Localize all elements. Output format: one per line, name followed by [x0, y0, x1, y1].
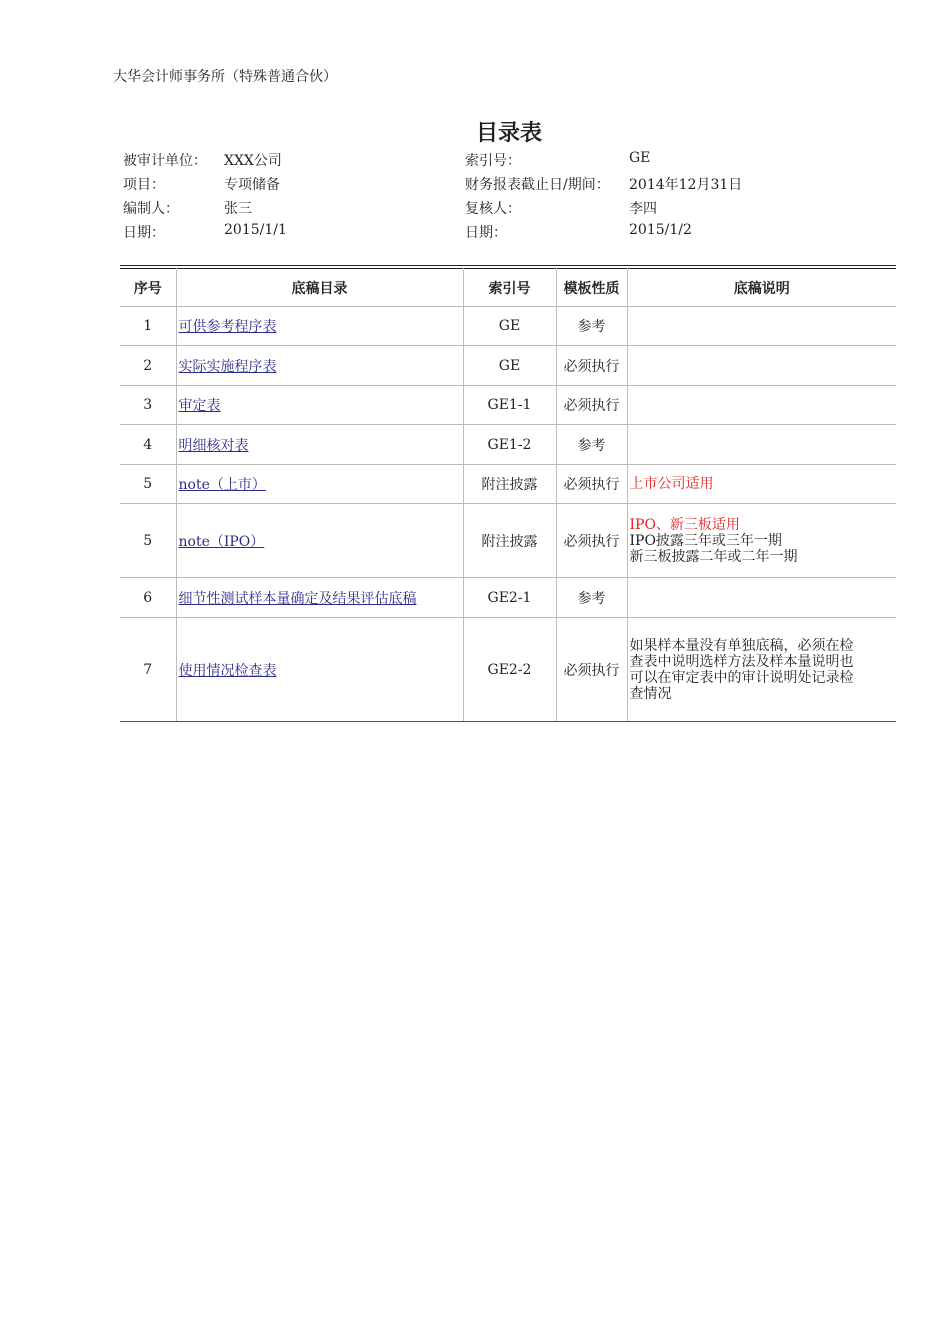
row-name-cell [176, 307, 463, 346]
row-number: 5 [120, 504, 176, 578]
date2-label: 日期： [465, 225, 507, 241]
catalog-table [120, 268, 896, 722]
note-line: 查表中说明选样方法及样本量说明也 [629, 653, 854, 670]
row-index: GE2-2 [463, 618, 556, 722]
workpaper-link[interactable]: 使用情况检查表 [178, 662, 277, 679]
period-value: 2014年12月31日 [629, 177, 743, 193]
index-value: GE [629, 150, 651, 166]
table-row [120, 346, 896, 386]
row-index: GE1-2 [463, 425, 556, 465]
row-name-cell [176, 346, 463, 386]
workpaper-link[interactable]: note（IPO） [178, 533, 265, 550]
row-number: 2 [120, 346, 176, 386]
table-row [120, 425, 896, 465]
project-label: 项目： [123, 177, 165, 193]
row-note [627, 386, 896, 425]
period-label: 财务报表截止日/期间： [465, 177, 610, 193]
row-name-cell [176, 618, 463, 722]
row-index: GE [463, 346, 556, 386]
workpaper-link[interactable]: 审定表 [178, 398, 221, 414]
row-note [627, 346, 896, 386]
project-value: 专项储备 [224, 177, 280, 193]
table-header-row [120, 269, 896, 307]
row-index: GE [463, 307, 556, 346]
row-number: 7 [120, 618, 176, 722]
row-nature: 参考 [556, 307, 627, 346]
row-number: 6 [120, 578, 176, 618]
page-title: 目录表 [475, 121, 542, 146]
workpaper-link[interactable]: 明细核对表 [178, 437, 249, 454]
table-row [120, 618, 896, 722]
row-nature: 参考 [556, 425, 627, 465]
row-name-cell [176, 465, 463, 504]
workpaper-link[interactable]: 细节性测试样本量确定及结果评估底稿 [178, 590, 417, 607]
preparer-label: 编制人： [123, 201, 179, 217]
table-row [120, 386, 896, 425]
workpaper-link[interactable]: note（上市） [178, 477, 266, 493]
row-note [627, 465, 896, 504]
date1-value: 2015/1/1 [224, 222, 287, 238]
workpaper-link[interactable]: 实际实施程序表 [178, 358, 277, 375]
header-index: 索引号 [463, 269, 556, 307]
row-number: 3 [120, 386, 176, 425]
row-nature: 参考 [556, 578, 627, 618]
row-note [627, 504, 896, 578]
note-red-text: IPO、新三板适用 [629, 516, 740, 533]
note-line: 如果样本量没有单独底稿，必须在检 [629, 637, 854, 654]
row-index: GE2-1 [463, 578, 556, 618]
header-no: 序号 [120, 269, 176, 307]
row-nature: 必须执行 [556, 465, 627, 504]
row-name-cell [176, 504, 463, 578]
header-note: 底稿说明 [627, 269, 896, 307]
header-nature: 模板性质 [556, 269, 627, 307]
auditee-value: XXX公司 [224, 153, 282, 169]
row-name-cell [176, 425, 463, 465]
reviewer-label: 复核人： [465, 201, 521, 217]
row-index: 附注披露 [463, 465, 556, 504]
row-name-cell [176, 386, 463, 425]
preparer-value: 张三 [224, 201, 252, 217]
auditee-label: 被审计单位： [123, 153, 207, 169]
row-note [627, 307, 896, 346]
note-red-text: 上市公司适用 [629, 476, 714, 492]
row-name-cell [176, 578, 463, 618]
table-row [120, 465, 896, 504]
date2-value: 2015/1/2 [629, 222, 692, 238]
index-label: 索引号： [465, 153, 521, 169]
row-note [627, 618, 896, 722]
row-index: GE1-1 [463, 386, 556, 425]
row-note [627, 578, 896, 618]
table-row [120, 307, 896, 346]
header-name: 底稿目录 [176, 269, 463, 307]
table-row [120, 504, 896, 578]
row-number: 4 [120, 425, 176, 465]
note-line: 可以在审定表中的审计说明处记录检 [629, 669, 854, 686]
workpaper-link[interactable]: 可供参考程序表 [178, 319, 277, 335]
table-row [120, 578, 896, 618]
firm-name: 大华会计师事务所（特殊普通合伙） [113, 69, 337, 85]
row-number: 5 [120, 465, 176, 504]
reviewer-value: 李四 [629, 201, 657, 217]
double-rule [120, 265, 896, 266]
note-line: IPO披露三年或三年一期 [629, 532, 782, 549]
row-nature: 必须执行 [556, 346, 627, 386]
note-line: 新三板披露二年或二年一期 [629, 548, 798, 565]
row-index: 附注披露 [463, 504, 556, 578]
note-line: 查情况 [629, 685, 672, 702]
row-nature: 必须执行 [556, 618, 627, 722]
row-number: 1 [120, 307, 176, 346]
row-nature: 必须执行 [556, 386, 627, 425]
date1-label: 日期： [123, 225, 165, 241]
row-nature: 必须执行 [556, 504, 627, 578]
row-note [627, 425, 896, 465]
